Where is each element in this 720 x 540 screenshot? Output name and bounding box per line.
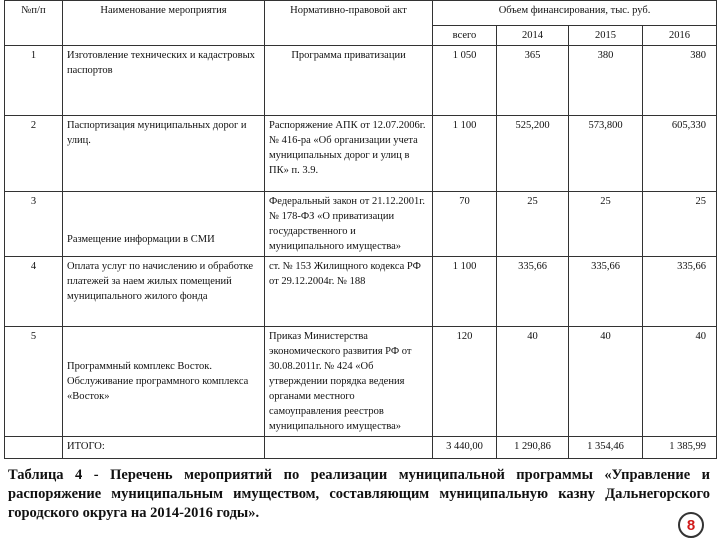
row-total: 1 050 [433,46,497,116]
row-num: 4 [5,257,63,327]
table-row [5,46,717,116]
table-row [5,327,717,437]
header-2014: 2014 [497,26,569,46]
totals-2015: 1 354,46 [569,437,643,459]
row-total: 70 [433,192,497,257]
row-2015: 40 [569,327,643,437]
row-name: Размещение информации в СМИ [63,192,265,257]
totals-empty-cell [5,437,63,459]
row-act: ст. № 153 Жилищного кодекса РФ от 29.12.2004г. № 188 [265,257,433,327]
row-2014: 525,200 [497,116,569,192]
row-act: Распоряжение АПК от 12.07.2006г. № 416-ра «Об организации учета муниципальных дорог и улиц в ПК» п. 3.9. [265,116,433,192]
row-2014: 25 [497,192,569,257]
program-activities-table [4,0,717,459]
row-total: 1 100 [433,257,497,327]
row-2015: 335,66 [569,257,643,327]
totals-2016: 1 385,99 [643,437,717,459]
row-num: 3 [5,192,63,257]
header-total: всего [433,26,497,46]
row-2014: 40 [497,327,569,437]
row-2014: 335,66 [497,257,569,327]
row-act: Программа приватизации [265,46,433,116]
row-2016: 605,330 [643,116,717,192]
row-name: Оплата услуг по начислению и обработке платежей за наем жилых помещений муниципального жилого фонда [63,257,265,327]
table-header-row [5,1,717,26]
header-name: Наименование мероприятия [63,1,265,46]
row-2016: 335,66 [643,257,717,327]
header-2015: 2015 [569,26,643,46]
table-row [5,116,717,192]
row-2015: 380 [569,46,643,116]
table-row [5,257,717,327]
totals-total: 3 440,00 [433,437,497,459]
page-number-badge: 8 [678,512,704,538]
row-2015: 573,800 [569,116,643,192]
row-2015: 25 [569,192,643,257]
row-num: 2 [5,116,63,192]
row-name: Изготовление технических и кадастровых паспортов [63,46,265,116]
row-2014: 365 [497,46,569,116]
header-2016: 2016 [643,26,717,46]
totals-2014: 1 290,86 [497,437,569,459]
row-2016: 380 [643,46,717,116]
totals-row [5,437,717,459]
header-funding: Объем финансирования, тыс. руб. [433,1,717,26]
row-num: 1 [5,46,63,116]
totals-empty-act [265,437,433,459]
header-num: №п/п [5,1,63,46]
row-2016: 40 [643,327,717,437]
table-caption: Таблица 4 - Перечень мероприятий по реализации муниципальной программы «Управление и распоряжение муниципальным имуществом, составляющим муниципальную казну Дальнегорского городского округа на 2014-2016 годы». [8,467,710,521]
row-total: 1 100 [433,116,497,192]
row-name: Программный комплекс Восток. Обслуживание программного комплекса «Восток» [63,327,265,437]
row-total: 120 [433,327,497,437]
table-row [5,192,717,257]
totals-label: ИТОГО: [63,437,265,459]
header-act: Нормативно-правовой акт [265,1,433,46]
row-act: Приказ Министерства экономического развития РФ от 30.08.2011г. № 424 «Об утверждении порядка ведения органами местного самоуправления реестров муниципального имущества» [265,327,433,437]
row-2016: 25 [643,192,717,257]
row-name: Паспортизация муниципальных дорог и улиц. [63,116,265,192]
row-num: 5 [5,327,63,437]
row-act: Федеральный закон от 21.12.2001г. № 178-ФЗ «О приватизации государственного и муниципального имущества» [265,192,433,257]
